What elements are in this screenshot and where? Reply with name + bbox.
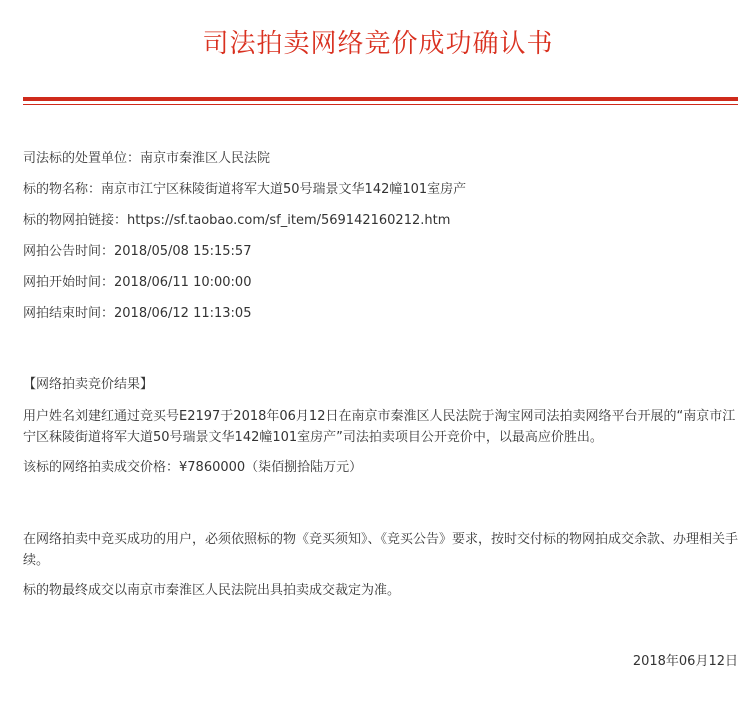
info-link xyxy=(23,211,450,231)
info-start xyxy=(23,273,251,293)
info-link-label: 标的物网拍链接： xyxy=(23,213,128,228)
auction-link[interactable]: https://sf.taobao.com/sf_item/569142160212.htm xyxy=(127,213,451,228)
info-unit-value: 南京市秦淮区人民法院 xyxy=(140,151,271,166)
notes-final: 标的物最终成交以南京市秦淮区人民法院出具拍卖成交裁定为准。 xyxy=(23,583,401,598)
info-name xyxy=(23,180,466,200)
info-announce-value: 2018/05/08 15:15:57 xyxy=(114,244,252,259)
header-divider-thick xyxy=(23,97,738,101)
info-start-label: 网拍开始时间： xyxy=(23,275,115,290)
document-date: 2018年06月12日 xyxy=(632,654,738,669)
info-end xyxy=(23,304,251,324)
result-statement: 用户姓名刘建红通过竞买号E2197于2018年06月12日在南京市秦淮区人民法院于淘宝网司法拍卖网络平台开展的“南京市江宁区秣陵街道将军大道50号瑞景文华142幢101室房产”司法拍卖项目公开竞价中，以最高应价胜出。 xyxy=(23,409,736,445)
info-unit-label: 司法标的处置单位： xyxy=(23,151,141,166)
info-announce xyxy=(23,242,251,262)
info-start-value: 2018/06/11 10:00:00 xyxy=(114,275,252,290)
header-divider-thin xyxy=(23,104,738,105)
result-heading: 【网络拍卖竞价结果】 xyxy=(23,377,154,392)
document-title: 司法拍卖网络竞价成功确认书 xyxy=(202,29,554,59)
info-unit xyxy=(23,149,270,169)
result-price: 该标的网络拍卖成交价格：¥7860000（柒佰捌拾陆万元） xyxy=(23,460,363,475)
info-announce-label: 网拍公告时间： xyxy=(23,244,115,259)
info-name-label: 标的物名称： xyxy=(23,182,102,197)
info-end-value: 2018/06/12 11:13:05 xyxy=(114,306,252,321)
info-end-label: 网拍结束时间： xyxy=(23,306,115,321)
info-name-value: 南京市江宁区秣陵街道将军大道50号瑞景文华142幢101室房产 xyxy=(101,182,467,197)
notes-requirement: 在网络拍卖中竞买成功的用户，必须依照标的物《竞买须知》、《竞买公告》要求，按时交付标的物网拍成交余款、办理相关手续。 xyxy=(23,532,739,568)
